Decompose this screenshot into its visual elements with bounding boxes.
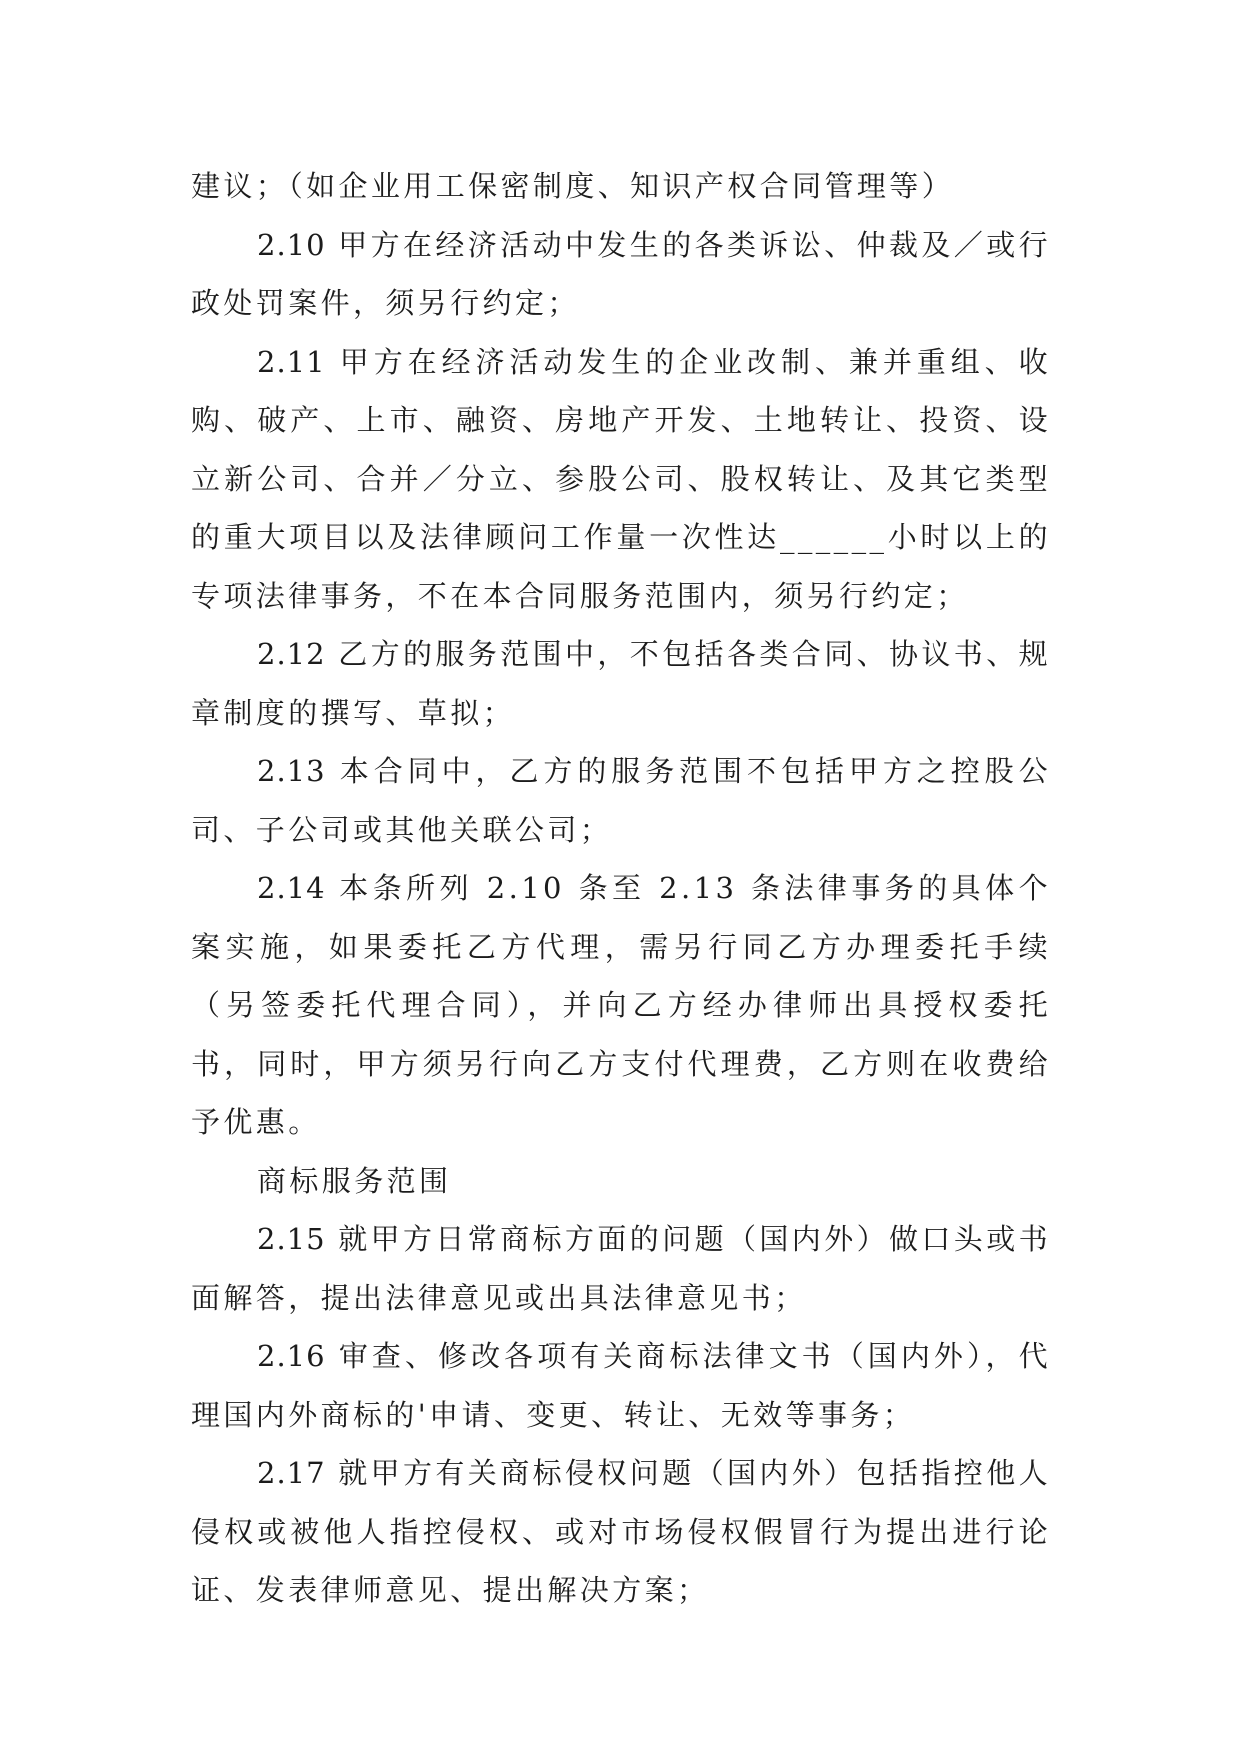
clause-number: 2.15 (257, 1222, 326, 1256)
clause-text: 甲方在经济活动中发生的各类诉讼、仲裁及／或行政处罚案件，须另行约定； (191, 227, 1052, 320)
section-heading-text: 商标服务范围 (257, 1163, 452, 1198)
clause-text: 就甲方日常商标方面的问题（国内外）做口头或书面解答，提出法律意见或出具法律意见书； (191, 1222, 1052, 1315)
paragraph-continuation (191, 157, 1051, 216)
clause-number: 2.13 (257, 754, 326, 788)
section-heading-trademark (191, 1152, 1051, 1211)
clause-2-14 (191, 859, 1051, 1152)
clause-2-11 (191, 333, 1051, 626)
clause-2-17 (191, 1444, 1051, 1620)
clause-number: 2.16 (257, 1339, 326, 1373)
clause-number: 2.10 (257, 227, 326, 262)
clause-text: 乙方的服务范围中，不包括各类合同、协议书、规章制度的撰写、草拟； (191, 637, 1052, 730)
clause-number: 2.14 (257, 871, 326, 905)
clause-text: 本条所列 2.10 条至 2.13 条法律事务的具体个案实施，如果委托乙方代理，需另行同乙方办理委托手续（另签委托代理合同），并向乙方经办律师出具授权委托书，同时，甲方须另行向乙方支付代理费，乙方则在收费给予优惠。 (191, 871, 1051, 1139)
clause-text: 本合同中，乙方的服务范围不包括甲方之控股公司、子公司或其他关联公司； (191, 754, 1051, 847)
document-body (191, 157, 1051, 1620)
clause-text: 审查、修改各项有关商标法律文书（国内外），代理国内外商标的'申请、变更、转让、无效等事务； (191, 1339, 1051, 1432)
paragraph-text: 建议；（如企业用工保密制度、知识产权合同管理等） (191, 169, 955, 203)
clause-2-15 (191, 1210, 1051, 1327)
clause-text: 就甲方有关商标侵权问题（国内外）包括指控他人侵权或被他人指控侵权、或对市场侵权假冒行为提出进行论证、发表律师意见、提出解决方案； (191, 1456, 1052, 1607)
clause-2-16 (191, 1327, 1051, 1444)
clause-text: 甲方在经济活动发生的企业改制、兼并重组、收购、破产、上市、融资、房地产开发、土地转让、投资、设立新公司、合并／分立、参股公司、股权转让、及其它类型的重大项目以及法律顾问工作量一次性达______小时以上的专项法律事务，不在本合同服务范围内，须另行约定； (191, 344, 1051, 613)
clause-number: 2.17 (257, 1456, 326, 1490)
clause-2-10 (191, 216, 1051, 333)
clause-2-13 (191, 742, 1051, 859)
clause-2-12 (191, 625, 1051, 742)
clause-number: 2.12 (257, 637, 326, 671)
clause-number: 2.11 (257, 344, 326, 379)
